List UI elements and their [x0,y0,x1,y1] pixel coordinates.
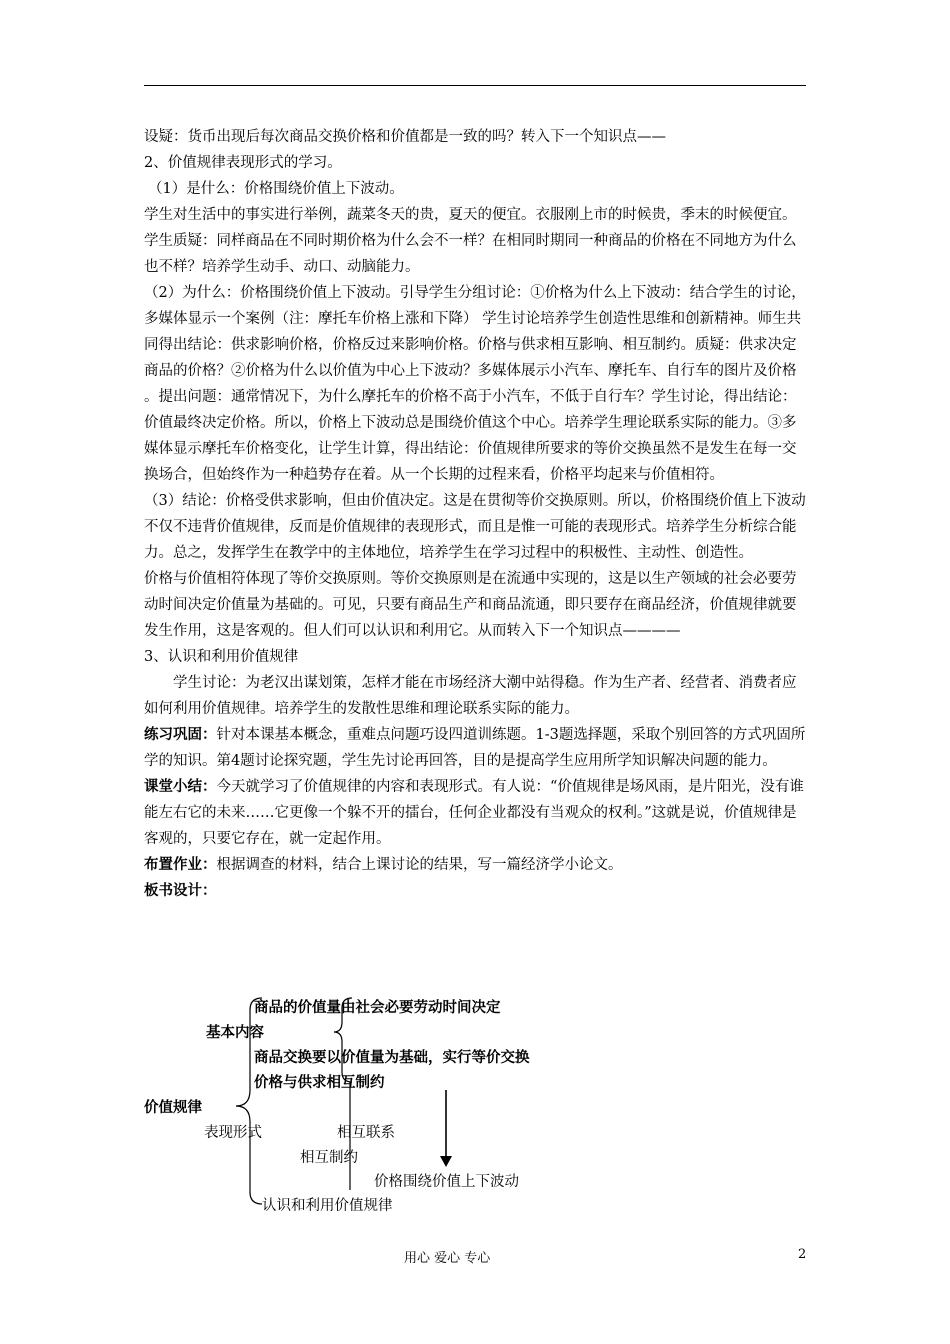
board-item-value-determined: 商品的价值量由社会必要劳动时间决定 [254,999,501,1016]
summary-text: 今天就学习了价值规律的内容和表现形式。有人说：“价值规律是场风雨，是片阳光，没有谁能左右它的未来……它更像一个躲不开的擂台，任何企业都没有当观众的权利。”这就是说，价值规律是客观的，只要它存在，就一定起作用。 [144,779,804,847]
subsection-what: （1）是什么：价格围绕价值上下波动。 [148,181,404,197]
board-basic-content: 基本内容 [206,1024,264,1041]
arrow-head [440,1156,452,1167]
page-number: 2 [798,1247,807,1262]
homework-label: 布置作业： [144,856,217,873]
board-form: 表现形式 [204,1125,262,1141]
board-use: 认识和利用价值规律 [262,1198,393,1214]
footer-motto: 用心 爱心 专心 [404,1251,491,1266]
section-heading-3: 3、认识和利用价值规律 [144,649,299,665]
board-item-equal-exchange: 商品交换要以价值量为基础，实行等价交换 [254,1049,530,1066]
board-root: 价值规律 [144,1099,202,1116]
board-mutual-link: 相互联系 [337,1125,395,1141]
board-item-supply-demand: 价格与供求相互制约 [254,1074,385,1091]
board-label: 板书设计： [144,882,217,899]
subsection-conclusion: （3）结论：价格受供求影响，但由价值决定。这是在贯彻等价交换原则。所以，价格围绕价值上下波动不仅不违背价值规律，反而是价值规律的表现形式，而且是惟一可能的表现形式。培养学生分析综合能力。总之，发挥学生在教学中的主体地位，培养学生在学习过程中的积极性、主动性、创造性。 [144,493,806,561]
practice-text: 针对本课基本概念，重难点问题巧设四道训练题。1-3题选择题，采取个别回答的方式巩固所学的知识。第4题讨论探究题，学生先讨论再回答，目的是提高学生应用所学知识解决问题的能力。 [144,727,806,769]
board-mutual-restrict: 相互制约 [300,1150,358,1166]
paragraph-equivalence: 价格与价值相符体现了等价交换原则。等价交换原则是在流通中实现的，这是以生产领域的社会必要劳动时间决定价值量为基础的。可见，只要有商品生产和商品流通，即只要存在商品经济，价值规律就要发生作用，这是客观的。但人们可以认识和利用它。从而转入下一个知识点———— [144,571,797,639]
homework-text: 根据调查的材料，结合上课讨论的结果，写一篇经济学小论文。 [216,857,623,873]
paragraph-examples: 学生对生活中的事实进行举例，蔬菜冬天的贵，夏天的便宜。衣服刚上市的时候贵，季末的时候便宜。学生质疑：同样商品在不同时期价格为什么会不一样？在相同时期同一种商品的价格在不同地方为什么也不样？培养学生动手、动口、动脑能力。 [144,207,797,275]
section-heading-2: 2、价值规律表现形式的学习。 [144,155,342,171]
subsection-why: （2）为什么：价格围绕价值上下波动。引导学生分组讨论：①价格为什么上下波动：结合学生的讨论，多媒体显示一个案例（注：摩托车价格上涨和下降） 学生讨论培养学生创造性思维和创新精神。师生共同得出结论：供求影响价格，价格反过来影响价格。价格与供求相互影响、相互制约。质疑：供求决定商品的价格？②价格为什么以价值为中心上下波动？多媒体展示小汽车、摩托车、自行车的图片及价格 。提出问题：通常情况下，为什么摩托车的价格不高于小汽车，不低于自行车？学生讨论，得出结论：价值最终决定价格。所以，价格上下波动总是围绕价值这个中心。培养学生理论联系实际的能力。③多媒体显示摩托车价格变化，让学生计算，得出结论：价值规律所要求的等价交换虽然不是发生在每一交换场合，但始终作为一种趋势存在着。从一个长期的过程来看，价格平均起来与价值相符。 [144,285,806,483]
paragraph-question: 设疑：货币出现后每次商品交换价格和价值都是一致的吗？转入下一个知识点—— [144,129,666,145]
summary-label: 课堂小结： [144,778,217,795]
board-fluctuation: 价格围绕价值上下波动 [374,1174,519,1190]
practice-label: 练习巩固： [144,726,217,743]
paragraph-discussion: 学生讨论：为老汉出谋划策，怎样才能在市场经济大潮中站得稳。作为生产者、经营者、消费者应如何利用价值规律。培养学生的发散性思维和理论联系实际的能力。 [144,675,797,717]
